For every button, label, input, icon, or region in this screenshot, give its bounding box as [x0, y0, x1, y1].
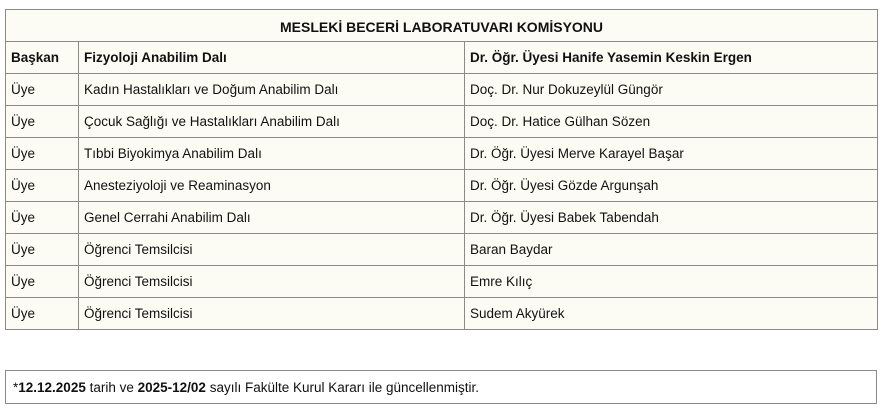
role-cell: Başkan	[6, 42, 79, 74]
person-cell: Baran Baydar	[465, 234, 878, 266]
department-cell: Öğrenci Temsilcisi	[79, 298, 465, 330]
footnote	[5, 370, 877, 404]
table-title-row	[6, 10, 878, 42]
member-row	[6, 298, 878, 330]
person-cell: Doç. Dr. Hatice Gülhan Sözen	[465, 106, 878, 138]
department-cell: Tıbbi Biyokimya Anabilim Dalı	[79, 138, 465, 170]
role-cell: Üye	[6, 234, 79, 266]
committee-table	[5, 9, 878, 330]
person-cell: Emre Kılıç	[465, 266, 878, 298]
role-cell: Üye	[6, 106, 79, 138]
role-cell: Üye	[6, 202, 79, 234]
footnote-text-1: tarih ve	[85, 379, 138, 395]
person-cell: Sudem Akyürek	[465, 298, 878, 330]
department-cell: Genel Cerrahi Anabilim Dalı	[79, 202, 465, 234]
member-row	[6, 170, 878, 202]
member-row	[6, 106, 878, 138]
role-cell: Üye	[6, 74, 79, 106]
footnote-asterisk: *	[13, 379, 19, 395]
footnote-date: 12.12.2025	[18, 379, 86, 395]
member-row	[6, 266, 878, 298]
role-cell: Üye	[6, 170, 79, 202]
department-cell: Öğrenci Temsilcisi	[79, 234, 465, 266]
role-cell: Üye	[6, 138, 79, 170]
chair-row	[6, 42, 878, 74]
member-row	[6, 234, 878, 266]
person-cell: Doç. Dr. Nur Dokuzeylül Güngör	[465, 74, 878, 106]
department-cell: Kadın Hastalıkları ve Doğum Anabilim Dalı	[79, 74, 465, 106]
department-cell: Çocuk Sağlığı ve Hastalıkları Anabilim Dalı	[79, 106, 465, 138]
footnote-text	[13, 380, 479, 395]
person-cell: Dr. Öğr. Üyesi Hanife Yasemin Keskin Ergen	[465, 42, 878, 74]
member-row	[6, 138, 878, 170]
footnote-text-2: sayılı Fakülte Kurul Kararı ile güncellenmiştir.	[205, 379, 480, 395]
member-row	[6, 74, 878, 106]
table-title: MESLEKİ BECERİ LABORATUVARI KOMİSYONU	[6, 10, 878, 42]
person-cell: Dr. Öğr. Üyesi Babek Tabendah	[465, 202, 878, 234]
footnote-decision-number: 2025-12/02	[137, 379, 206, 395]
department-cell: Anesteziyoloji ve Reaminasyon	[79, 170, 465, 202]
role-cell: Üye	[6, 266, 79, 298]
member-row	[6, 202, 878, 234]
person-cell: Dr. Öğr. Üyesi Gözde Argunşah	[465, 170, 878, 202]
department-cell: Öğrenci Temsilcisi	[79, 266, 465, 298]
person-cell: Dr. Öğr. Üyesi Merve Karayel Başar	[465, 138, 878, 170]
role-cell: Üye	[6, 298, 79, 330]
department-cell: Fizyoloji Anabilim Dalı	[79, 42, 465, 74]
